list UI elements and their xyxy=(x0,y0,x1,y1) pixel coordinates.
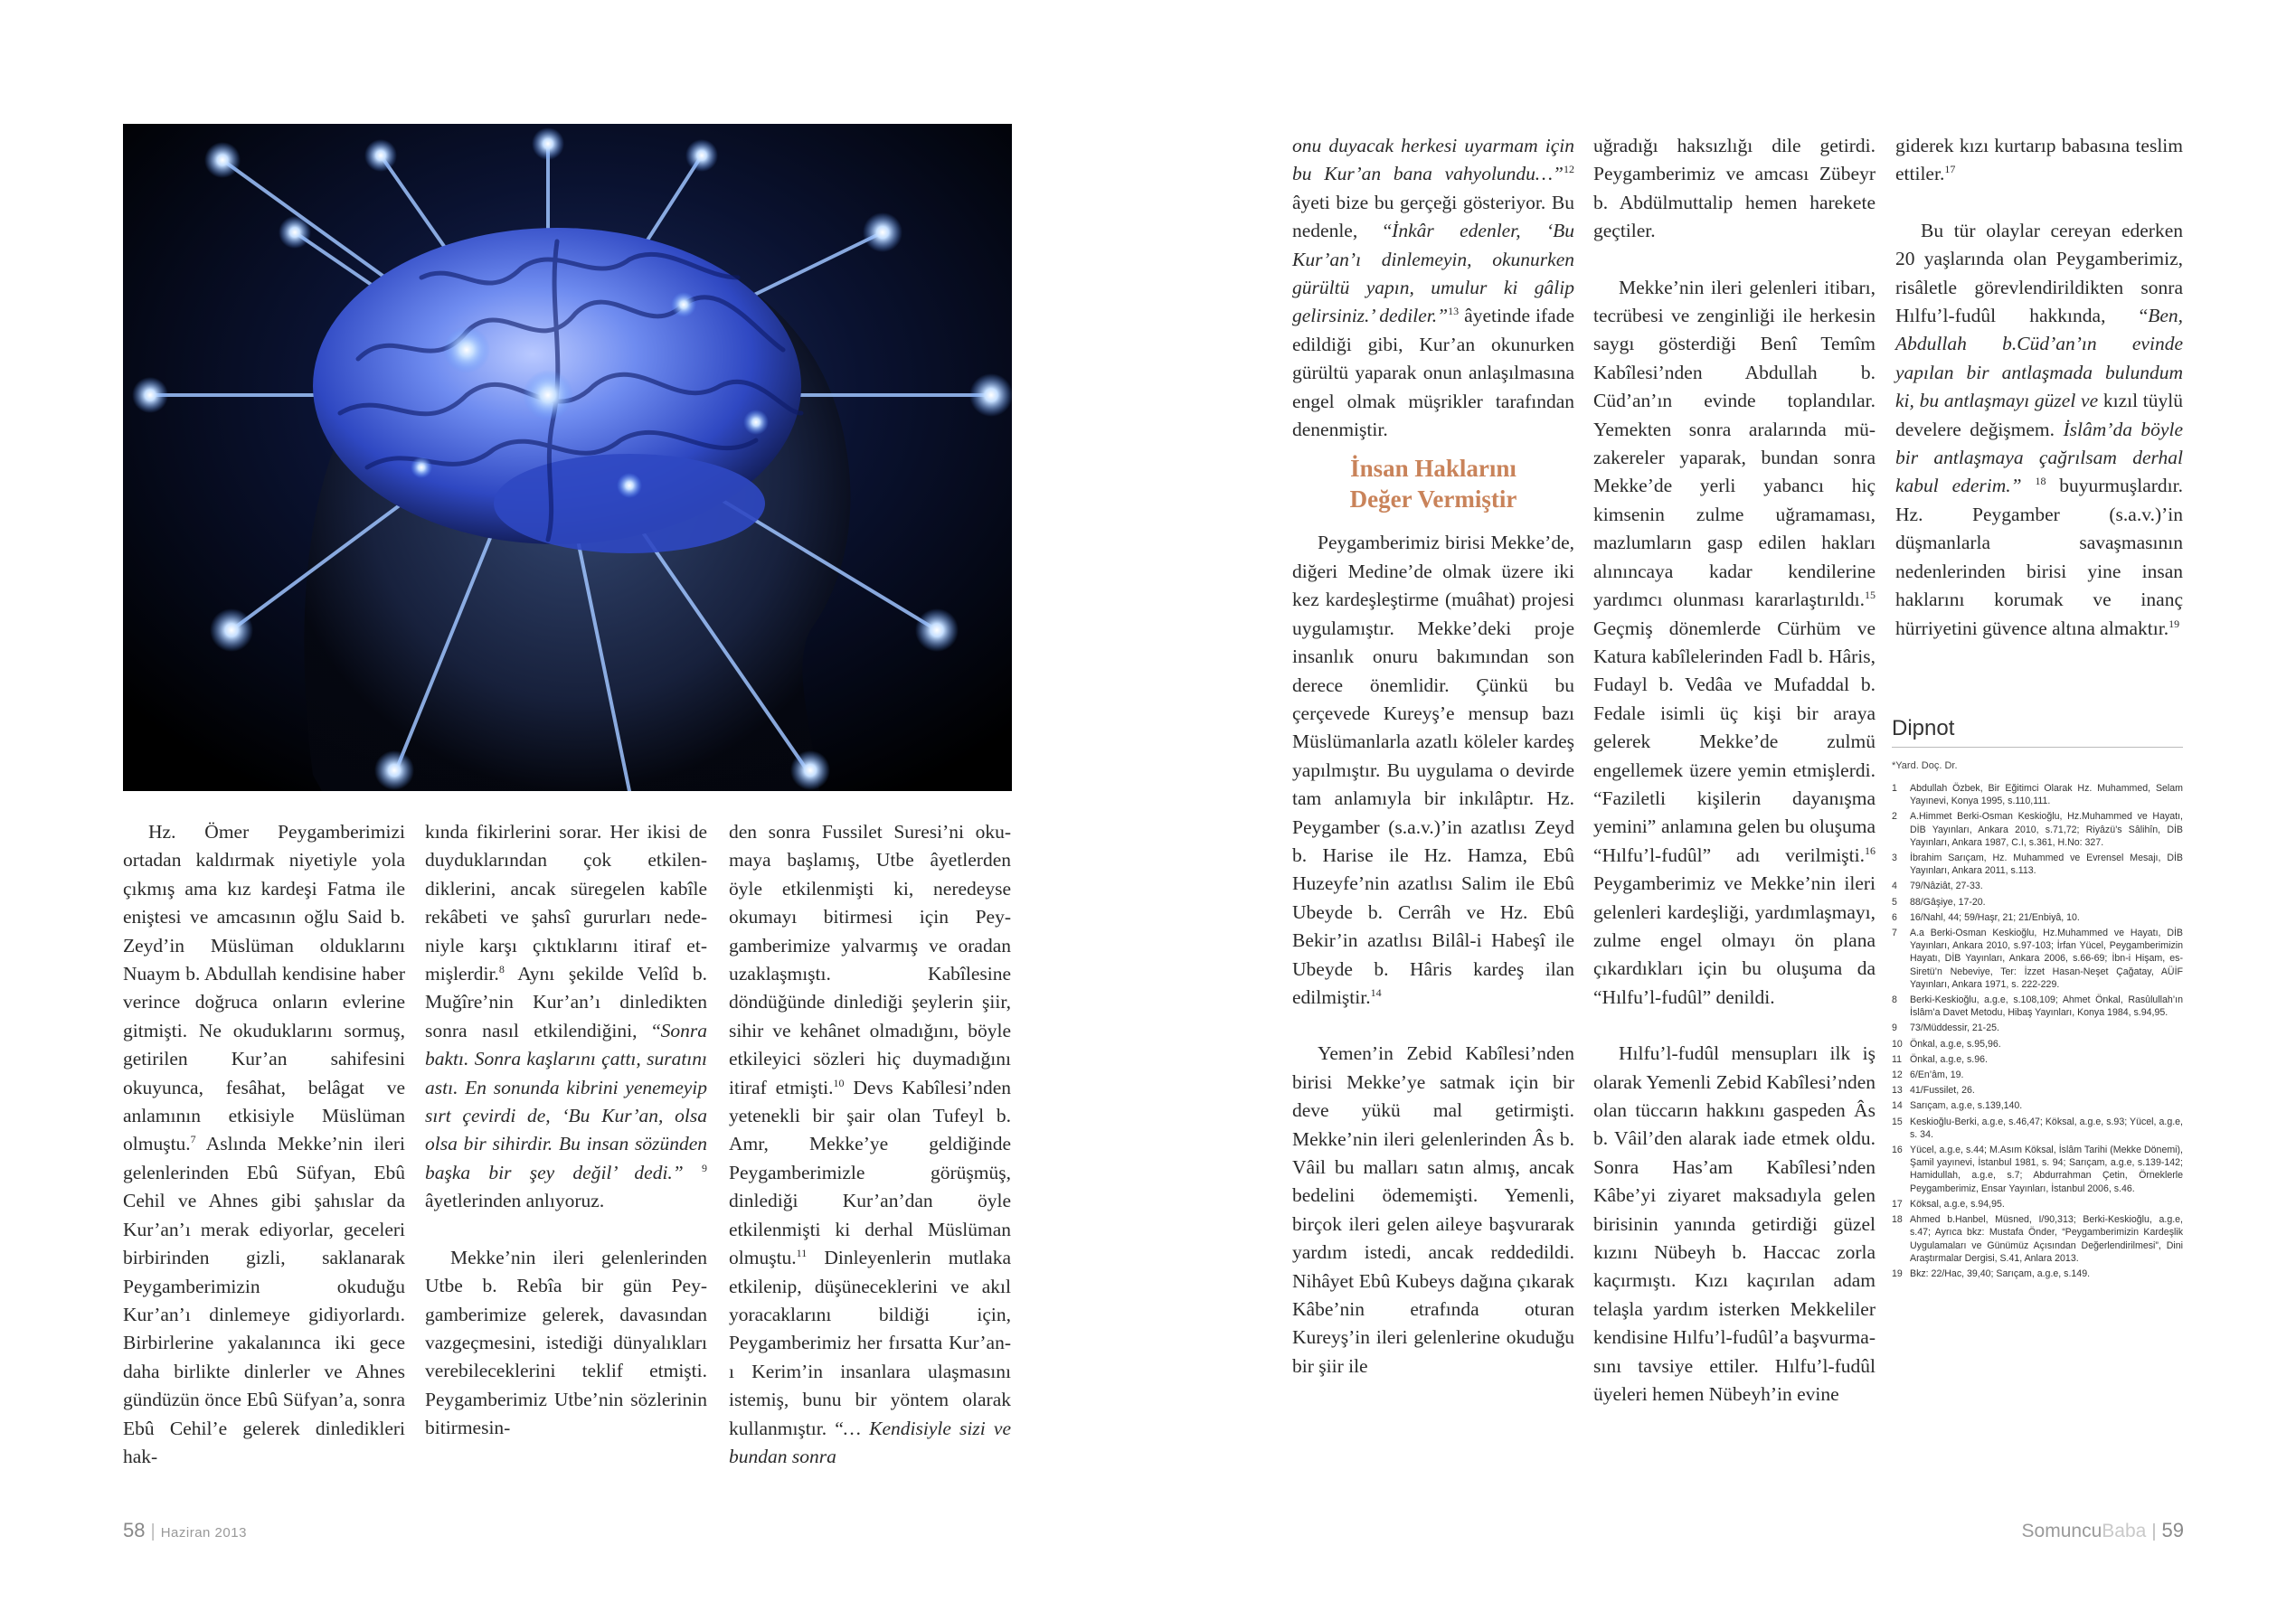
footnote-item xyxy=(1892,782,2183,807)
paragraph: den sonra Fussilet Suresi’ni okumaya başlamış, Utbe âyetlerden öyle etkilenmişti ki, neredeyse okumayı bitirmesi için Peygamberimize yalvarmış ve oradan uzaklaşmıştı. Kabîlesine döndüğünde dinlediği şeylerin şiir, sihir ve kehânet olmadığını, böyle etkileyici sözleri hiç duymadığını itiraf etmişti.$^{10}$ Devs Kabîlesi’nden yetenekli bir şair olan Tufeyl b. Amr, Mekke’ye geldiğinde Peygamberimizle görüşmüş, dinlediği Kur’an’dan öyle etkilenmişti ki derhal Müslüman olmuştu.$^{11}$ Dinleyenlerin mutlaka etkilenip, düşüneceklerini ve akıl yoracaklarını bildiği için, Peygamberimiz her fırsatta Kur’an-ı Kerim’in insanlara ulaşmasını istemiş, bunu bir yöntem olarak kullanmıştır. “… Kendisiyle sizi ve bundan sonra xyxy=(729,821,1012,1467)
footnote-text: Abdullah Özbek, Bir Eğitimci Olarak Hz. Muhammed, Selam Yayınevi, Konya 1995, s.110,111. xyxy=(1910,783,2183,807)
footnote-number: 11 xyxy=(1892,1053,1902,1065)
footnote-text: 73/Müddessir, 21-25. xyxy=(1910,1022,1999,1034)
paragraph: Mekke’nin ileri gelenleri itibarı, tecrübesi ve zenginliği ile herkesin saygı gösterdiği Benî Temîm Kabîlesi’nden Abdullah b. Cüd’an’ın evinde toplandılar. Yemekten sonra aralarında müzakereler yaparak, bundan sonra Mekke’de yerli yabancı hiç kimsenin zulme uğramaması, mazlumların gasp edilen hakları alınıncaya kadar kendilerine yardımcı olunması kararlaştırıldı.$^{15}$ Geçmiş dönemlerde Cürhüm ve Katura kabîlelerinden Fadl b. Hâris, Fudayl b. Vedâa ve Mufaddal b. Fedale isimli üç kişi bir araya gelerek Mekke’de zulmü engellemek üzere yemin etmişlerdi. “Faziletli kişilerin dayanışma yemini” anlamına gelen bu oluşuma “Hılfu’l-fudûl” adı verilmişti.$^{16}$ Peygamberimiz ve Mekke’nin ileri gelenleri kardeşliği, yardımlaşmayı, zulme engel olmayı ön plana çıkardıkları için bu oluşuma da “Hılfu’l-fudûl” denildi. xyxy=(1593,276,1876,1008)
footnote-number: 5 xyxy=(1892,896,1897,908)
footnote-number: 15 xyxy=(1892,1116,1903,1127)
magazine-logo: SomuncuBaba xyxy=(2021,1521,2147,1541)
footnote-item xyxy=(1892,994,2183,1019)
paragraph: uğradığı haksızlığı dile getirdi. Peygamberimiz ve amcası Zübeyr b. Abdülmuttalip hemen harekete geçtiler. xyxy=(1593,135,1876,242)
footnote-item xyxy=(1892,1267,2183,1280)
footnote-item xyxy=(1892,911,2183,924)
footnote-number: 13 xyxy=(1892,1085,1903,1097)
page-number: 58 xyxy=(123,1519,146,1541)
footnote-text: Yücel, a.g.e, s.44; M.Asım Köksal, İslâm Tarihi (Mekke Dönemi), Şamil yayınevi, İstanbul 1981, s. 94; Sarıçam, a.g.e, s.139-142; Hamidullah, a.g.e, s.7; Abdurrahman Çetin, Örneklerle Peygamberimiz, Ensar Yayınları, İstanbul 2006, s.46. xyxy=(1910,1145,2183,1194)
footnote-item xyxy=(1892,1198,2183,1211)
footnote-number: 12 xyxy=(1892,1070,1903,1081)
page-number: 59 xyxy=(2161,1519,2184,1541)
footnotes-title: Dipnot xyxy=(1892,716,2183,748)
footnote-item xyxy=(1892,852,2183,877)
footnote-number: 17 xyxy=(1892,1198,1903,1210)
footnote-item xyxy=(1892,1213,2183,1265)
page-footer-right: SomuncuBaba | 59 xyxy=(2021,1519,2184,1541)
footnote-text: 41/Fussilet, 26. xyxy=(1910,1085,1975,1097)
footnote-text: Sarıçam, a.g.e, s.139,140. xyxy=(1910,1100,2023,1112)
footnote-item xyxy=(1892,1053,2183,1066)
left-column-2 xyxy=(425,818,707,1443)
footnote-list xyxy=(1892,782,2183,1280)
footnote-item xyxy=(1892,1099,2183,1112)
footnote-number: 2 xyxy=(1892,811,1897,823)
footnote-number: 10 xyxy=(1892,1038,1903,1050)
footnote-text: 79/Nâziât, 27-33. xyxy=(1910,881,1983,892)
footnote-item xyxy=(1892,1144,2183,1195)
paragraph: giderek kızı kurtarıp babasına teslim ettiler.$^{17}$ xyxy=(1895,135,2183,185)
footnote-text: İbrahim Sarıçam, Hz. Muhammed ve Evrensel Mesajı, DİB Yayınları, Ankara 2011, s.113. xyxy=(1910,853,2183,877)
right-column-3 xyxy=(1895,132,2183,643)
author-note: *Yard. Doç. Dr. xyxy=(1892,760,1958,771)
footnote-item xyxy=(1892,880,2183,892)
footnote-text: Keskioğlu-Berki, a.g.e, s.46,47; Köksal, a.g.e, s.93; Yücel, a.g.e, s. 34. xyxy=(1910,1116,2183,1140)
left-column-3 xyxy=(729,818,1011,1471)
brain-illustration xyxy=(123,124,1012,791)
footnote-text: Köksal, a.g.e, s.94,95. xyxy=(1910,1198,2005,1210)
footnote-item xyxy=(1892,896,2183,909)
section-heading: İnsan Haklarını Değer Vermiştir xyxy=(1349,455,1517,514)
paragraph: Hz. Ömer Peygamberimizi ortadan kaldırmak niyetiyle yola çıkmış ama kız kardeşi Fatma ile eniştesi ve amcasının oğlu Said b. Zeyd’in Müslüman olduklarını Nuaym b. Abdullah kendisine haber verince doğruca onların evlerine gitmişti. Ne okuduklarını sormuş, getirilen Kur’an sahifesini okuyunca, fesâhat, belâgat ve anlamının etkisiyle Müslüman olmuştu.$^7$ Aslında Mekke’nin ileri gelenlerinden Ebû Süfyan, Ebû Cehil ve Ahnes gibi şahıslar da Kur’an’ı merak ediyorlar, geceleri birbirinden gizli, saklanarak Peygamberimizin okuduğu Kur’an’ı dinlemeye gidiyorlardı. Birbirlerine yakalanınca iki gece daha birlikte dinlerler ve Ahnes gündüzün önce Ebû Süfyan’a, sonra Ebû Cehil’e gelerek dinledikleri hak- xyxy=(123,821,405,1467)
footnote-item xyxy=(1892,1022,2183,1034)
page-footer-left: 58 | Haziran 2013 xyxy=(123,1519,247,1541)
footnote-number: 1 xyxy=(1892,783,1897,794)
footnotes xyxy=(1892,716,2183,1283)
footnote-number: 18 xyxy=(1892,1214,1903,1226)
footnote-number: 16 xyxy=(1892,1145,1903,1156)
footnote-text: Önkal, a.g.e, s.96. xyxy=(1910,1053,1988,1065)
footnote-number: 4 xyxy=(1892,881,1897,892)
footnote-text: Önkal, a.g.e, s.95,96. xyxy=(1910,1038,2001,1050)
footnote-number: 8 xyxy=(1892,994,1897,1006)
footnote-text: 88/Gâşiye, 17-20. xyxy=(1910,896,1986,908)
right-column-1 xyxy=(1292,132,1574,1381)
footnote-item xyxy=(1892,1069,2183,1081)
footnote-text: Berki-Keskioğlu, a.g.e, s.108,109; Ahmet Önkal, Rasûlullah’ın İslâm’a Davet Metodu, Hibaş Yayınları, Konya 1984, s.94,95. xyxy=(1910,994,2183,1019)
footnote-number: 14 xyxy=(1892,1100,1903,1112)
paragraph: Bu tür olaylar cereyan ederken 20 yaşlarında olan Peygamberimiz, risâletle görevlendirildikten sonra Hılfu’l-fudûl hakkında, “Ben, Abdullah b.Cüd’an’ın evinde yapılan bir antlaşmada bulundum ki, bu antlaşmayı güzel ve kızıl tüylü develere değişmem. İslâm’da böyle bir antlaşmaya çağrılsam derhal kabul ederim.” $^{18}$ buyurmuşlardır. Hz. Peygamber (s.a.v.)’in düşmanlarla savaşmasının nedenlerinden birisi yine insan haklarını korumak ve inanç hürriyetini güvence altına almaktır.$^{19}$ xyxy=(1895,219,2183,639)
footnote-number: 9 xyxy=(1892,1022,1897,1034)
footnote-text: A.Himmet Berki-Osman Keskioğlu, Hz.Muhammed ve Hayatı, DİB Yayınları, Ankara 2010, s.71,72; Riyâzü’s Sâlihîn, DİB Yayınları, Ankara 1987, C.I, s.361, H.No: 327. xyxy=(1910,811,2183,848)
footnote-text: 16/Nahl, 44; 59/Haşr, 21; 21/Enbiyâ, 10. xyxy=(1910,911,2080,923)
footnote-text: A.a Berki-Osman Keskioğlu, Hz.Muhammed ve Hayatı, DİB Yayınları, Ankara 2010, s.97-103; İrfan Yücel, Peygamberimizin Hayatı, DİB Yayınları, Ankara 2006, s.66-69; İbn-i Hişam, es-Siretü’n Nebeviye, Ter: İzzet Hasan-Neşet Çağatay, AÜİF Yayınları, Ankara 1971, s. 222-229. xyxy=(1910,928,2183,990)
paragraph: Yemen’in Zebid Kabîlesi’nden birisi Mekke’ye satmak için bir deve yükü mal getirmişti. Mekke’nin ileri gelenlerinden Âs b. Vâil bu malları satın almış, ancak bedelini ödememişti. Yemenli, birçok ileri gelen aileye başvurarak yardım istedi, ancak reddedildi. Nihâyet Ebû Kubeys dağına çıkarak Kâbe’nin etrafında oturan Kureyş’in ileri gelenlerine okuduğu bir şiir ile xyxy=(1292,1042,1574,1377)
paragraph: Mekke’nin ileri gelenlerinden Utbe b. Rebîa bir gün Peygamberimize gelerek, davasından vazgeçmesini, istediği dünyalıkları verebileceklerini teklif etmişti. Peygamberimiz Utbe’nin sözlerinin bitirmesin- xyxy=(425,1246,707,1439)
paragraph: kında fikirlerini sorar. Her ikisi de duyduklarından çok etkilendiklerini, ancak süregelen kabîle rekâbeti ve şahsî gururları nedeniyle karşı çıktıklarını itiraf etmişlerdir.$^8$ Aynı şekilde Velîd b. Muğîre’nin Kur’an’ı dinledikten sonra nasıl etkilendiğini, “Sonra baktı. Sonra kaşlarını çattı, suratını astı. En sonunda kibrini yenemeyip sırt çevirdi de, ‘Bu Kur’an, olsa olsa bir sihirdir. Bu insan sözünden başka bir şey değil’ dedi.” $^9$ âyetlerinden anlıyoruz. xyxy=(425,821,707,1212)
footnote-number: 7 xyxy=(1892,928,1897,939)
paragraph: Hılfu’l-fudûl mensupları ilk iş olarak Yemenli Zebid Kabîlesi’nden olan tüccarın hakkını gaspeden Âs b. Vâil’den alarak iade etmek oldu. Sonra Has’am Kabîlesi’nden Kâbe’yi ziyaret maksadıyla gelen birisinin yanında getirdiği güzel kızını Nübeyh b. Haccac zorla kaçırmıştı. Kızı kaçırılan adam telaşla yardım isterken Mekkeliler kendisine Hılfu’l-fudûl’a başvurmasını tavsiye ettiler. Hılfu’l-fudûl üyeleri hemen Nübeyh’in evine xyxy=(1593,1042,1876,1406)
footnote-text: Bkz: 22/Hac, 39,40; Sarıçam, a.g.e, s.149. xyxy=(1910,1267,2091,1279)
footnote-item xyxy=(1892,810,2183,849)
footnote-number: 3 xyxy=(1892,853,1897,864)
footnote-item xyxy=(1892,1116,2183,1141)
paragraph: Peygamberimiz birisi Mekke’de, diğeri Medine’de olmak üzere iki kez kardeşleştirme (muâhat) projesi uygulamıştır. Mekke’deki proje insanlık onuru bakımından son derece önemlidir. Çünkü bu çerçevede Kureyş’e mensup bazı Müslümanlarla azatlı köleler kardeş yapılmıştır. Bu uygulama o devirde tam anlamıyla bir inkılâptır. Hz. Peygamber (s.a.v.)’in azatlısı Zeyd b. Harise ile Hz. Hamza, Ebû Huzeyfe’nin azatlısı Salim ile Ebû Ubeyde b. Cerrâh ve Hz. Ebû Bekir’in azatlısı Bilâl-i Habeşî ile Ubeyde b. Hâris kardeş ilan edilmiştir.$^{14}$ xyxy=(1292,532,1574,1008)
footnote-item xyxy=(1892,1084,2183,1097)
footnote-number: 6 xyxy=(1892,911,1897,923)
footnote-item xyxy=(1892,1038,2183,1051)
footnote-text: 6/En’âm, 19. xyxy=(1910,1070,1964,1081)
left-column-1 xyxy=(123,818,405,1471)
issue-date: Haziran 2013 xyxy=(160,1525,247,1541)
footnote-text: Ahmed b.Hanbel, Müsned, I/90,313; Berki-Keskioğlu, a.g.e, s.47; Ayrıca bkz: Mustafa Önder, “Peygamberimizin Kardeşlik Uygulamaları ve Günümüz Açısından Değerlendirilmesi”, Dini Araştırmalar Dergisi, S.41, Anlara 2013. xyxy=(1910,1214,2183,1264)
paragraph: onu duyacak herkesi uyarmam için bu Kur’an bana vahyolundu…”$^{12}$ âyeti bize bu gerçeği gösteriyor. Bu nedenle, “İnkâr edenler, ‘Bu Kur’an’ı dinlemeyin, okunurken gürültü yapın, umulur ki gâlip gelirsiniz.’ dediler.”$^{13}$ âyetinde ifade edildiği gibi, Kur’an okunurken gürültü yaparak onun anlaşılmasına engel olmak müşrikler tarafından denenmiştir. xyxy=(1292,135,1575,441)
footnote-item xyxy=(1892,927,2183,991)
footnote-number: 19 xyxy=(1892,1267,1903,1279)
right-column-2 xyxy=(1593,132,1876,1409)
